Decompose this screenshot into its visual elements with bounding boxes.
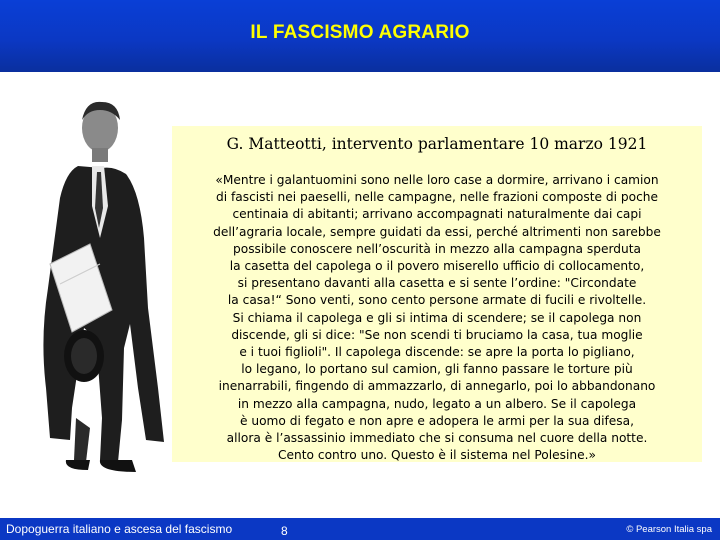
footer-bar [0, 518, 720, 540]
slide-title: IL FASCISMO AGRARIO [250, 22, 470, 43]
photo-hat-brim [71, 338, 97, 374]
quote-text: «Mentre i galantuomini sono nelle loro case a dormire, arrivano i camion di fascisti nei paeselli, nelle campagne, nelle frazioni composte di poche centinaia di abitanti; arrivano accompagnati naturalmente dai capi dell’agraria locale, sempre guidati da essi, perché altrimenti non sarebbe possibile conoscere nell’oscurità in mezzo alla campagna sperduta la casetta del capolega o il povero miserello ufficio di collocamento, si presentano davanti alla casetta e si sente l’ordine: "Circondate la casa!“ Sono venti, sono cento persone armate di fucili e rivoltelle. Si chiama il capolega e gli si intima di scendere; se il capolega non discende, gli si dice: "Se non scendi ti bruciamo la casa, tua moglie e i tuoi figlioli". Il capolega discende: se apre la porta lo pigliano, lo legano, lo portano sul camion, gli fanno passare le torture più inenarrabili, fingendo di ammazzarlo, di annegarlo, poi lo abbandonano in mezzo alla campagna, nudo, legato a un albero. Se il capolega è uomo di fegato e non apre e adopera le armi per la sua difesa, allora è l’assassinio immediato che si consuma nel cuore della notte. Cento contro uno. Questo è il sistema nel Polesine.» [213, 173, 661, 463]
portrait-photo [26, 88, 176, 476]
photo-trousers [74, 418, 90, 462]
quote-box [172, 126, 702, 462]
photo-shoes [66, 460, 136, 472]
footer-course-title: Dopoguerra italiano e ascesa del fascismo [6, 522, 233, 536]
photo-neck [92, 148, 108, 162]
page-number: 8 [281, 524, 288, 538]
title-bar [0, 0, 720, 72]
quote-heading: G. Matteotti, intervento parlamentare 10 marzo 1921 [226, 135, 648, 153]
copyright-notice: © Pearson Italia spa [626, 524, 712, 535]
